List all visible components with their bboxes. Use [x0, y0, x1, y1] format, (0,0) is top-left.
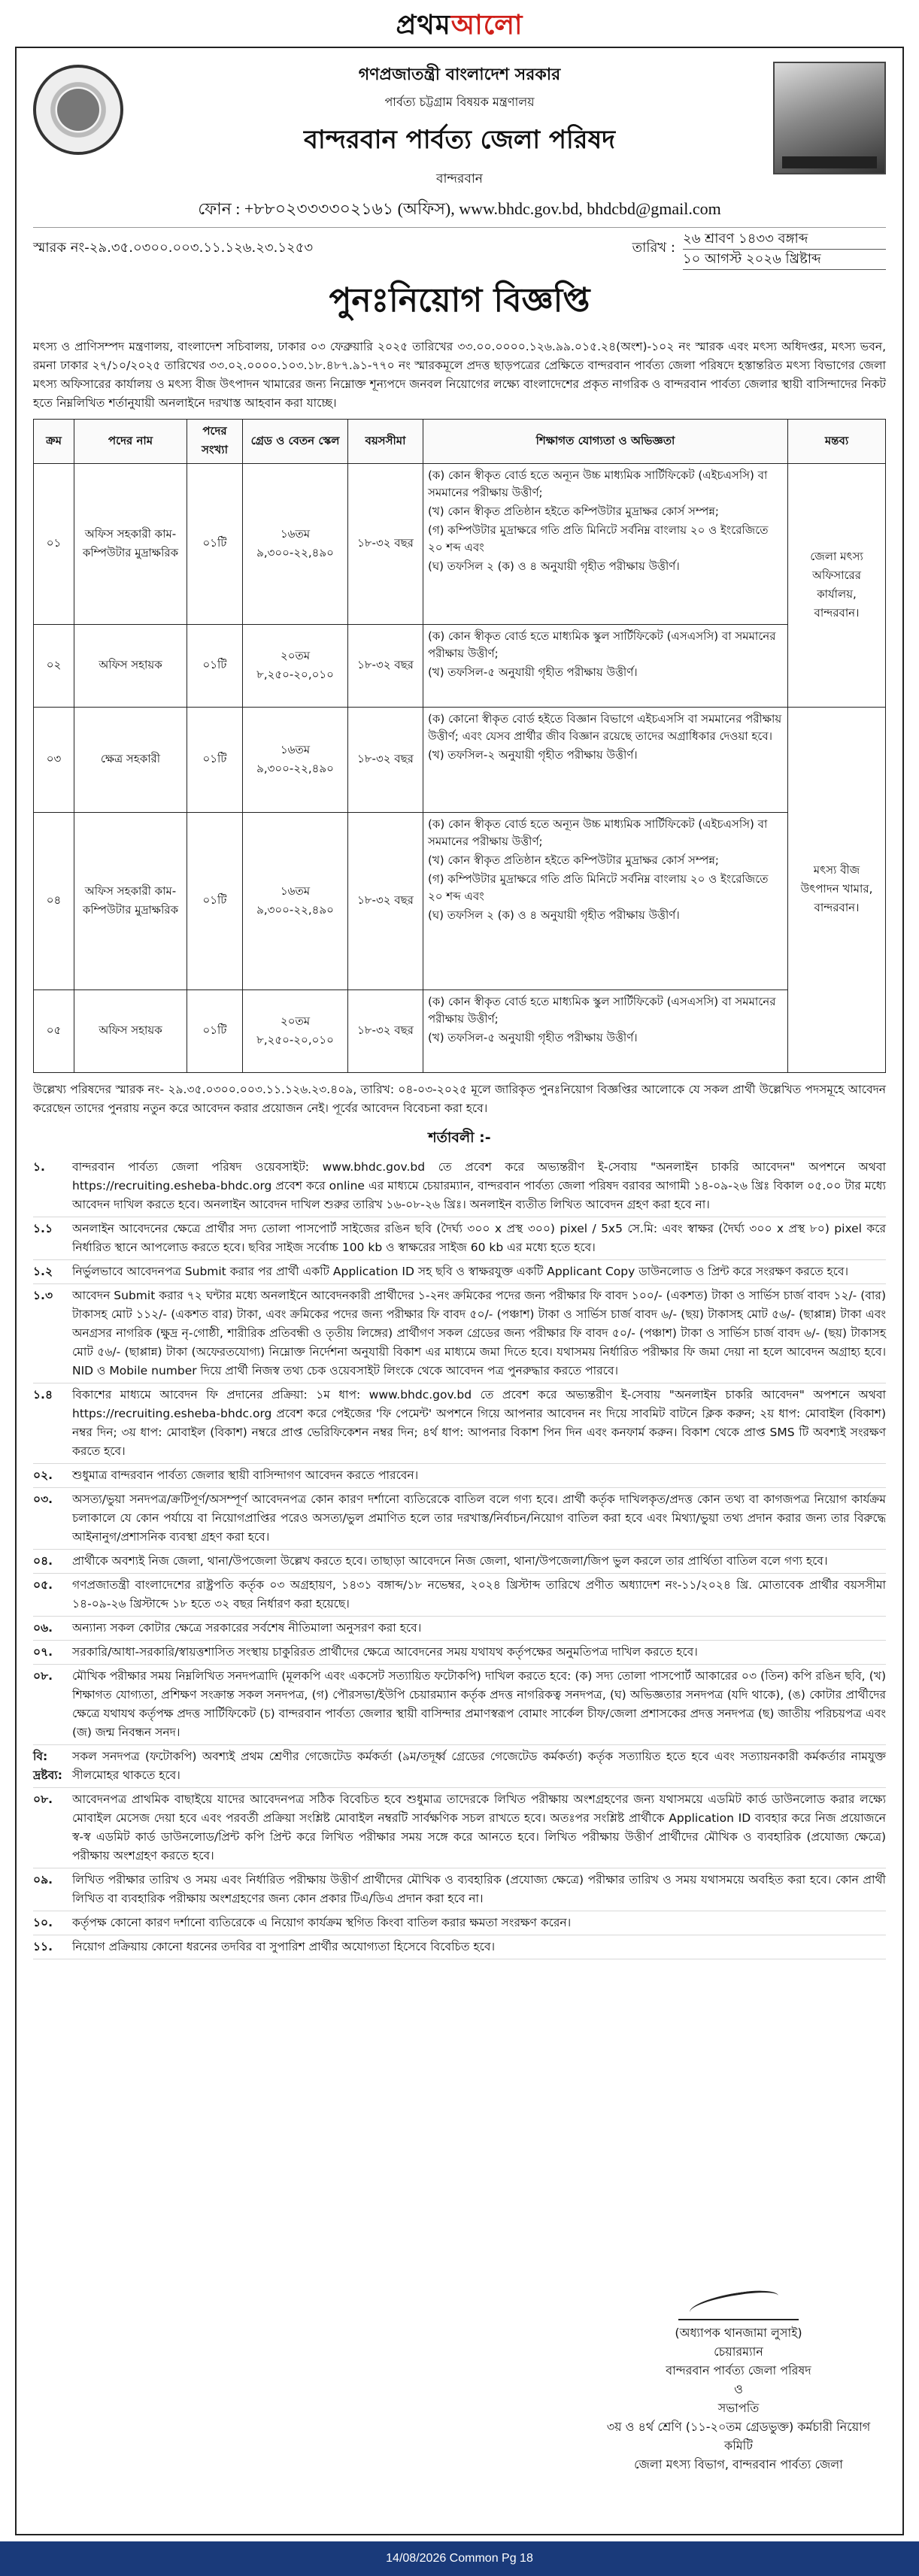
- table-row: [34, 625, 886, 708]
- signature-block: [603, 2286, 874, 2474]
- date-label: তারিখ :: [632, 240, 675, 256]
- condition-text: অসত্য/ভুয়া সনদপত্র/ক্রটিপূর্ণ/অসম্পূর্ণ আবেদনপত্র কোন কারণ দর্শানো ব্যতিরেকে বাতিল বলে গণ্য হবে। প্রার্থী কর্তৃক দাখিলকৃত/প্রদত্ত কোন তথ্য বা কাগজপত্র নিয়োগ কার্যক্রম চলাকালে যে কোন পর্যায়ে বা নিয়োগপ্রাপ্তির পরেও অসত্য/ভুল প্রমাণিত হলে তার দরখাস্ত/নির্বাচন/নিয়োগ বাতিল করা হবে এবং মিথ্যা/ভুয়া তথ্য প্রদান করার জন্য তার বিরুদ্ধে আইনানুগ/প্রশাসনিক ব্যবস্থা গ্রহণ করা হবে।: [72, 1493, 886, 1544]
- cell-post: অফিস সহায়ক: [74, 990, 187, 1073]
- cell-qualification: (ক) কোনো স্বীকৃত বোর্ড হইতে বিজ্ঞান বিভাগে এইচএসসি বা সমমানের পরীক্ষায় উত্তীর্ণ; এবং যেসব প্রার্থীর জীব বিজ্ঞান রয়েছে তাদের অগ্রাধিকার দেওয়া হবে। (খ) তফসিল-২ অনুযায়ী গৃহীত পরীক্ষায় উত্তীর্ণ।: [423, 708, 788, 813]
- condition-item: [33, 1550, 886, 1574]
- cell-post: অফিস সহকারী কাম- কম্পিউটার মুদ্রাক্ষরিক: [74, 813, 187, 990]
- date-bangla: ২৬ শ্রাবণ ১৪৩৩ বঙ্গাব্দ: [683, 229, 886, 250]
- condition-text: কর্তৃপক্ষ কোনো কারণ দর্শানো ব্যতিরেকে এ নিয়োগ কার্যক্রম স্থগিত কিংবা বাতিল করার ক্ষমতা সংরক্ষণ করেন।: [72, 1916, 572, 1929]
- cell-serial: ০১: [34, 464, 74, 625]
- condition-item: [33, 1788, 886, 1868]
- cell-serial: ০৫: [34, 990, 74, 1073]
- newspaper-masthead: [0, 0, 919, 47]
- col-remarks: মন্তব্য: [788, 420, 886, 464]
- condition-item: [33, 1665, 886, 1745]
- cell-age: ১৮-৩২ বছর: [348, 464, 423, 625]
- council-seal-icon: [33, 65, 123, 155]
- signature-image: [678, 2286, 799, 2320]
- page-footer: 14/08/2026 Common Pg 18: [0, 2541, 919, 2576]
- cell-age: ১৮-৩২ বছর: [348, 813, 423, 990]
- col-post: পদের নাম: [74, 420, 187, 464]
- col-serial: ক্রম: [34, 420, 74, 464]
- condition-text: অনলাইন আবেদনের ক্ষেত্রে প্রার্থীর সদ্য তোলা পাসপোর্ট সাইজের রঙিন ছবি (দৈর্ঘ্য ৩০০ x প্রস্থ ৩০০) pixel / 5x5 সে.মি: এবং স্বাক্ষর (দৈর্ঘ্য ৩০০ x প্রস্থ ৮০) pixel করে নির্ধারিত স্থানে আপলোড করতে হবে। ছবির সাইজ সর্বোচ্চ 100 kb ও স্বাক্ষরের সাইজ 60 kb এর মধ্যে হতে হবে।: [72, 1222, 886, 1254]
- council-name: বান্দরবান পার্বত্য জেলা পরিষদ: [303, 125, 616, 155]
- date-english: ১০ আগস্ট ২০২৬ খ্রিষ্টাব্দ: [683, 250, 886, 270]
- notice-header: [33, 56, 886, 227]
- condition-number: ০৩.: [33, 1493, 53, 1506]
- table-header-row: [34, 420, 886, 464]
- condition-item: [33, 1617, 886, 1641]
- table-row: [34, 990, 886, 1073]
- posts-table: [33, 419, 886, 1073]
- col-qualification: শিক্ষাগত যোগ্যতা ও অভিজ্ঞতা: [423, 420, 788, 464]
- condition-text: নিয়োগ প্রক্রিয়ায় কোনো ধরনের তদবির বা সুপারিশ প্রার্থীর অযোগ্যতা হিসেবে বিবেচিত হবে।: [72, 1940, 496, 1953]
- condition-number: ০৮.: [33, 1669, 53, 1683]
- condition-number: ০৯.: [33, 1873, 53, 1887]
- memo-row: [33, 227, 886, 271]
- condition-item: [33, 1911, 886, 1935]
- cell-serial: ০৪: [34, 813, 74, 990]
- condition-number: ১.৩: [33, 1289, 53, 1302]
- condition-number: ১১.: [33, 1940, 53, 1953]
- signatory-office: বান্দরবান পার্বত্য জেলা পরিষদ: [666, 2363, 811, 2377]
- newspaper-logo: প্রথমআলো: [396, 9, 523, 41]
- condition-item: [33, 1868, 886, 1911]
- cell-count: ০১টি: [187, 990, 243, 1073]
- condition-number: ০৬.: [33, 1621, 53, 1635]
- cell-grade: ১৬তম ৯,৩০০-২২,৪৯০: [243, 708, 348, 813]
- signatory-department: জেলা মৎস্য বিভাগ, বান্দরবান পার্বত্য জেলা: [634, 2457, 843, 2471]
- condition-text: প্রার্থীকে অবশ্যই নিজ জেলা, থানা/উপজেলা উল্লেখ করতে হবে। তাছাড়া আবেদনে নিজ জেলা, থানা/উপজেলা/জিপ ভুল করলে তার প্রার্থিতা বাতিল বলে গণ্য হবে।: [72, 1554, 828, 1568]
- condition-item: [33, 1284, 886, 1383]
- condition-item: [33, 1217, 886, 1260]
- signatory-title: চেয়ারম্যান: [714, 2344, 763, 2359]
- cell-grade: ১৬তম ৯,৩০০-২২,৪৯০: [243, 464, 348, 625]
- previous-applicants-note: উল্লেখ্য পরিষদের স্মারক নং- ২৯.৩৫.০৩০০.০০৩.১১.১২৬.২৩.৪০৯, তারিখ: ০৪-০৩-২০২৫ মূলে জারিকৃত পুনঃনিয়োগ বিজ্ঞপ্তির আলোকে যে সকল প্রার্থী উল্লেখিত পদসমূহে আবেদন করেছেন তাদের পুনরায় নতুন করে আবেদন করার প্রয়োজন নেই। পূর্বের আবেদন বিবেচনা করা হবে।: [33, 1083, 886, 1115]
- condition-number: ১.১: [33, 1222, 53, 1235]
- cell-remarks-office: জেলা মৎস্য অফিসারের কার্যালয়, বান্দরবান।: [788, 464, 886, 708]
- table-row: [34, 813, 886, 990]
- condition-number: ০৫.: [33, 1578, 53, 1592]
- contact-line: ফোন : +৮৮০২৩৩৩৩০২১৬১ (অফিস), www.bhdc.gov.bd, bhdcbd@gmail.com: [198, 199, 721, 218]
- conditions-list: [33, 1156, 886, 1959]
- condition-number: ০৭.: [33, 1645, 53, 1659]
- condition-number: ০৪.: [33, 1554, 53, 1568]
- government-name: গণপ্রজাতন্ত্রী বাংলাদেশ সরকার: [358, 65, 561, 84]
- city-name: বান্দরবান: [436, 171, 483, 186]
- notice-title: পুনঃনিয়োগ বিজ্ঞপ্তি: [329, 281, 590, 320]
- condition-text: অন্যান্য সকল কোটার ক্ষেত্রে সরকারের সর্বশেষ নীতিমালা অনুসরণ করা হবে।: [72, 1621, 422, 1635]
- cell-grade: ২০তম ৮,২৫০-২০,০১০: [243, 990, 348, 1073]
- cell-post: অফিস সহায়ক: [74, 625, 187, 708]
- memo-number: স্মারক নং-২৯.৩৫.০৩০০.০০৩.১১.১২৬.২৩.১২৫৩: [33, 240, 314, 256]
- condition-item: [33, 1464, 886, 1488]
- signatory-committee: ৩য় ও ৪র্থ শ্রেণি (১১-২০তম গ্রেডভুক্ত) কর্মচারী নিয়োগ কমিটি: [606, 2420, 871, 2453]
- signatory-role: সভাপতি: [717, 2401, 760, 2415]
- job-notice: [15, 47, 904, 2535]
- condition-text: আবেদন Submit করার ৭২ ঘন্টার মধ্যে অনলাইনে আবেদনকারী প্রার্থীদের ১-২নং ক্রমিকের পদের জন্য পরীক্ষার ফি বাবদ ১০০/- (একশত) টাকা ও সার্ভিস চার্জ বাবদ ১২/- (বার) টাকাসহ মোট ১১২/- (একশত বার) টাকা, এবং ক্রমিকের পদের জন্য পরীক্ষার ফি বাবদ ৫০/- (পঞ্চাশ) টাকা ও সার্ভিস চার্জ বাবদ ৬/- (ছয়) টাকাসহ মোট ৫৬/- (ছাপ্পান্ন) টাকা এবং অনগ্রসর নাগরিক (ক্ষুদ্র নৃ-গোষ্ঠী, শারীরিক প্রতিবন্ধী ও তৃতীয় লিঙ্গের) প্রার্থীগণ সকল গ্রেডের জন্য পরীক্ষার ফি বাবদ ৫০/- (পঞ্চাশ) টাকা ও সার্ভিস চার্জ বাবদ ৬/- (ছয়) টাকাসহ মোট ৫৬/- (ছাপ্পান্ন) টাকা (অফেরতযোগ্য) নিম্নোক্ত নির্দেশনা অনুযায়ী বিকাশ এর মাধ্যমে জমা দিতে হবে। যথাসময় নির্ধারিত পরীক্ষার ফি জমা দেয়া না হলে আবেদন অগ্রাহ্য হবে। NID ও Mobile number দিয়ে প্রার্থী নিজস্ব তথ্য চেক ওয়েবসাইট লিংকে থেকে আবেদন পত্র পুনরুদ্ধার করতে পারবে।: [72, 1289, 886, 1377]
- col-grade: গ্রেড ও বেতন স্কেল: [243, 420, 348, 464]
- condition-item: [33, 1260, 886, 1284]
- cell-count: ০১টি: [187, 464, 243, 625]
- cell-serial: ০৩: [34, 708, 74, 813]
- condition-number: ১.: [33, 1160, 45, 1174]
- cell-count: ০১টি: [187, 813, 243, 990]
- col-count: পদের সংখ্যা: [187, 420, 243, 464]
- condition-text: সকল সনদপত্র (ফটোকপি) অবশ্যই প্রথম শ্রেণীর গেজেটেড কর্মকর্তা (৯ম/তদূর্ধ্ব গ্রেডের গেজেটেড কর্মকর্তা) কর্তৃক সত্যায়িত হতে হবে এবং সত্যায়নকারী কর্মকর্তার নামযুক্ত সীলমোহর থাকতে হবে।: [72, 1750, 886, 1782]
- cell-remarks-farm: মৎস্য বীজ উৎপাদন খামার, বান্দরবান।: [788, 708, 886, 1073]
- condition-number: ১.৪: [33, 1388, 53, 1402]
- condition-item: [33, 1574, 886, 1617]
- table-row: [34, 708, 886, 813]
- cell-qualification: (ক) কোন স্বীকৃত বোর্ড হতে অন্যূন উচ্চ মাধ্যমিক সার্টিফিকেট (এইচএসসি) বা সমমানের পরীক্ষায় উত্তীর্ণ; (খ) কোন স্বীকৃত প্রতিষ্ঠান হইতে কম্পিউটার মুদ্রাক্ষর কোর্স সম্পন্ন; (গ) কম্পিউটার মুদ্রাক্ষরে গতি প্রতি মিনিটে সর্বনিম্ন বাংলায় ২০ ও ইংরেজিতে ২০ শব্দ এবং (ঘ) তফসিল ২ (ক) ও ৪ অনুযায়ী গৃহীত পরীক্ষায় উত্তীর্ণ।: [423, 813, 788, 990]
- condition-number: ০২.: [33, 1468, 53, 1482]
- signatory-name: (অধ্যাপক থানজামা লুসাই): [675, 2326, 802, 2340]
- cell-grade: ২০তম ৮,২৫০-২০,০১০: [243, 625, 348, 708]
- col-age: বয়সসীমা: [348, 420, 423, 464]
- condition-number: বি: দ্রষ্টব্য:: [33, 1750, 62, 1782]
- condition-number: ১০.: [33, 1916, 53, 1929]
- table-row: [34, 464, 886, 625]
- condition-text: লিখিত পরীক্ষার তারিখ ও সময় এবং নির্ধারিত পরীক্ষায় উত্তীর্ণ প্রার্থীদের মৌখিক ও ব্যবহারিক (প্রযোজ্য ক্ষেত্রে) পরীক্ষার তারিখ ও সময় যথাসময়ে অবহিত করা হবে। কোন প্রার্থী লিখিত বা ব্যবহারিক পরীক্ষায় অংশগ্রহণের জন্য কোন প্রকার টিএ/ডিএ প্রদান করা হবে না।: [72, 1873, 886, 1905]
- conditions-title: শর্তাবলী :-: [428, 1129, 491, 1146]
- cell-count: ০১টি: [187, 708, 243, 813]
- condition-text: আবেদনপত্র প্রাথমিক বাছাইয়ে যাদের আবেদনপত্র সঠিক বিবেচিত হবে শুধুমাত্র তাদেরকে লিখিত পরীক্ষায় অংশগ্রহণের জন্য যথাসময়ে এডমিট কার্ড ডাউনলোড করার লক্ষ্যে মোবাইল মেসেজ দেয়া হবে এবং পরবর্তী প্রক্রিয়া সংশ্লিষ্ট মোবাইল নম্বরটি সার্বক্ষণিক সচল রাখতে হবে। অতঃপর সংশ্লিষ্ট প্রার্থীকে Application ID ব্যবহার করে নিজ প্রয়োজনে স্ব-স্ব এডমিট কার্ড ডাউনলোড/প্রিন্ট কপি প্রিন্ট করে লিখিত পরীক্ষার সময় সঙ্গে করে আনতে হবে। লিখিত পরীক্ষায় উত্তীর্ণ প্রার্থীদের মৌখিক ও ব্যবহারিক (প্রযোজ্য ক্ষেত্রে) পরীক্ষায় অংশগ্রহণ করতে হবে।: [72, 1793, 886, 1862]
- condition-text: নির্ভুলভাবে আবেদনপত্র Submit করার পর প্রার্থী একটি Application ID সহ ছবি ও স্বাক্ষরযুক্ত একটি Applicant Copy ডাউনলোড ও প্রিন্ট করে সংরক্ষণ করতে হবে।: [72, 1265, 849, 1278]
- cell-qualification: (ক) কোন স্বীকৃত বোর্ড হতে অন্যূন উচ্চ মাধ্যমিক সার্টিফিকেট (এইচএসসি) বা সমমানের পরীক্ষায় উত্তীর্ণ; (খ) কোন স্বীকৃত প্রতিষ্ঠান হইতে কম্পিউটার মুদ্রাক্ষর কোর্স সম্পন্ন; (গ) কম্পিউটার মুদ্রাক্ষরে গতি প্রতি মিনিটে সর্বনিম্ন বাংলায় ২০ ও ইংরেজিতে ২০ শব্দ এবং (ঘ) তফসিল ২ (ক) ও ৪ অনুযায়ী গৃহীত পরীক্ষায় উত্তীর্ণ।: [423, 464, 788, 625]
- condition-text: গণপ্রজাতন্ত্রী বাংলাদেশের রাষ্ট্রপতি কর্তৃক ০৩ অগ্রহায়ণ, ১৪৩১ বঙ্গাব্দ/১৮ নভেম্বর, ২০২৪ খ্রিস্টাব্দ তারিখে প্রণীত অধ্যাদেশ নং-১১/২০২৪ খ্রি. মোতাবেক প্রার্থীর বয়সসীমা ১৪-০৯-২৬ খ্রিস্টাব্দে ১৮ হতে ৩২ বছর নির্ধারণ করা হয়েছে।: [72, 1578, 886, 1611]
- cell-post: ক্ষেত্র সহকারী: [74, 708, 187, 813]
- condition-text: মৌখিক পরীক্ষার সময় নিম্নলিখিত সনদপত্রাদি (মূলকপি এবং একসেট সত্যায়িত ফটোকপি) দাখিল করতে হবে: (ক) সদ্য তোলা পাসপোর্ট আকারের ০৩ (তিন) কপি রঙিন ছবি, (খ) শিক্ষাগত যোগ্যতা, প্রশিক্ষণ সংক্রান্ত সকল সনদপত্র, (গ) পৌরসভা/ইউপি চেয়ারম্যান কর্তৃক প্রদত্ত নাগরিকত্ব সনদপত্র, (ঘ) অভিজ্ঞতার সনদপত্র (যদি থাকে), (ঙ) কোটার প্রার্থীদের ক্ষেত্রে যথাযথ কর্তৃপক্ষ প্রদত্ত সার্টিফিকেট (চ) বান্দরবান পার্বত্য জেলার স্থায়ী বাসিন্দার প্রমাণস্বরূপ বোমাং সার্কেল চীফ/জেলা প্রশাসকের প্রদত্ত সনদপত্র (ছ) জাতীয় পরিচয়পত্র এবং (জ) জন্ম নিবন্ধন সনদ।: [72, 1669, 886, 1739]
- cell-count: ০১টি: [187, 625, 243, 708]
- condition-number: ০৮.: [33, 1793, 53, 1806]
- memo-dates: [683, 229, 886, 270]
- condition-text: সরকারি/আধা-সরকারি/স্বায়ত্তশাসিত সংস্থায় চাকুরিরত প্রার্থীদের ক্ষেত্রে আবেদনের সময় যথাযথ কর্তৃপক্ষের অনুমতিপত্র দাখিল করতে হবে।: [72, 1645, 698, 1659]
- condition-text: বিকাশের মাধ্যমে আবেদন ফি প্রদানের প্রক্রিয়া: ১ম ধাপ: www.bhdc.gov.bd তে প্রবেশ করে অভ্যন্তরীণ ই-সেবায় "অনলাইন চাকরি আবেদন" অপশনে অথবা https://recruiting.esheba-bhdc.org প্রবেশ করে পেইজের 'ফি পেমেন্ট' অপশনে গিয়ে আপনার আবেদন নং দিয়ে সাবমিট বাটনে ক্লিক করুন; ২য় ধাপ: মোবাইল (বিকাশ) নম্বর দিন; ৩য় ধাপ: মোবাইল (বিকাশ) নম্বরে প্রাপ্ত ভেরিফিকেশন নম্বর দিন; ৪র্থ ধাপ: আপনার বিকাশ পিন দিন এবং কনফার্ম করুন। বিকাশ থেকে প্রাপ্ত SMS টি অবশ্যই সংরক্ষণ করতে হবে।: [72, 1388, 886, 1458]
- condition-item: [33, 1383, 886, 1464]
- cell-serial: ০২: [34, 625, 74, 708]
- cell-age: ১৮-৩২ বছর: [348, 625, 423, 708]
- portrait-image: [773, 62, 886, 174]
- condition-item: [33, 1156, 886, 1217]
- condition-text: বান্দরবান পার্বত্য জেলা পরিষদ ওয়েবসাইট: www.bhdc.gov.bd তে প্রবেশ করে অভ্যন্তরীণ ই-সেবায় "অনলাইন চাকরি আবেদন" অপশনে অথবা https://recruiting.esheba-bhdc.org প্রবেশ করে online এর মাধ্যমে চেয়ারম্যান, বান্দরবান পার্বত্য জেলা পরিষদ বরাবর আগামী ১৪-০৯-২৬ খ্রিঃ বিকাল ০৫.০০ টার মধ্যে আবেদন দাখিল করতে হবে। অনলাইন আবেদন দাখিল শুরুর তারিখ ১৬-০৮-২৬ খ্রিঃ। অনলাইন ব্যতীত লিখিত আবেদন গ্রহণ করা হবে না।: [72, 1160, 886, 1211]
- cell-grade: ১৬তম ৯,৩০০-২২,৪৯০: [243, 813, 348, 990]
- condition-item: [33, 1641, 886, 1665]
- condition-item: [33, 1488, 886, 1550]
- intro-paragraph: মৎস্য ও প্রাণিসম্পদ মন্ত্রণালয়, বাংলাদেশ সচিবালয়, ঢাকার ০৩ ফেব্রুয়ারি ২০২৫ তারিখের ৩৩.০০.০০০০.১২৬.৯৯.০১৫.২৪(অংশ)-১০২ নং স্মারক এবং মৎস্য অধিদপ্তর, মৎস্য ভবন, রমনা ঢাকার ২৭/১০/২০২৫ তারিখের ৩৩.০২.০০০০.১০৩.১৮.৪৮৭.৯১-৭৭০ নং স্মারকমূলে প্রদত্ত ছাড়পত্রের প্রেক্ষিতে বান্দরবান পার্বত্য জেলা পরিষদে হস্তান্তরিত মৎস্য বিভাগের জেলা মৎস্য অফিসারের কার্যালয় ও মৎস্য বীজ উৎপাদন খামারের জন্য নিম্নোক্ত শূন্যপদে জনবল নিয়োগের লক্ষ্যে বাংলাদেশের প্রকৃত নাগরিক ও বান্দরবান পার্বত্য জেলার স্থায়ী বাসিন্দাদের নিকট হতে নিম্নলিখিত শর্তানুযায়ী অনলাইনে দরখাস্ত আহবান করা যাচ্ছে।: [33, 340, 886, 410]
- ministry-name: পার্বত্য চট্টগ্রাম বিষয়ক মন্ত্রণালয়: [384, 95, 535, 109]
- condition-item: [33, 1935, 886, 1959]
- condition-item: [33, 1745, 886, 1788]
- condition-text: শুধুমাত্র বান্দরবান পার্বত্য জেলার স্থায়ী বাসিন্দাগণ আবেদন করতে পারবেন।: [72, 1468, 419, 1482]
- cell-qualification: (ক) কোন স্বীকৃত বোর্ড হতে মাধ্যমিক স্কুল সার্টিফিকেট (এসএসসি) বা সমমানের পরীক্ষায় উত্তীর্ণ; (খ) তফসিল-৫ অনুযায়ী গৃহীত পরীক্ষায় উত্তীর্ণ।: [423, 990, 788, 1073]
- cell-age: ১৮-৩২ বছর: [348, 990, 423, 1073]
- signatory-and: ও: [734, 2382, 743, 2396]
- condition-number: ১.২: [33, 1265, 53, 1278]
- cell-age: ১৮-৩২ বছর: [348, 708, 423, 813]
- cell-post: অফিস সহকারী কাম- কম্পিউটার মুদ্রাক্ষরিক: [74, 464, 187, 625]
- cell-qualification: (ক) কোন স্বীকৃত বোর্ড হতে মাধ্যমিক স্কুল সার্টিফিকেট (এসএসসি) বা সমমানের পরীক্ষায় উত্তীর্ণ; (খ) তফসিল-৫ অনুযায়ী গৃহীত পরীক্ষায় উত্তীর্ণ।: [423, 625, 788, 708]
